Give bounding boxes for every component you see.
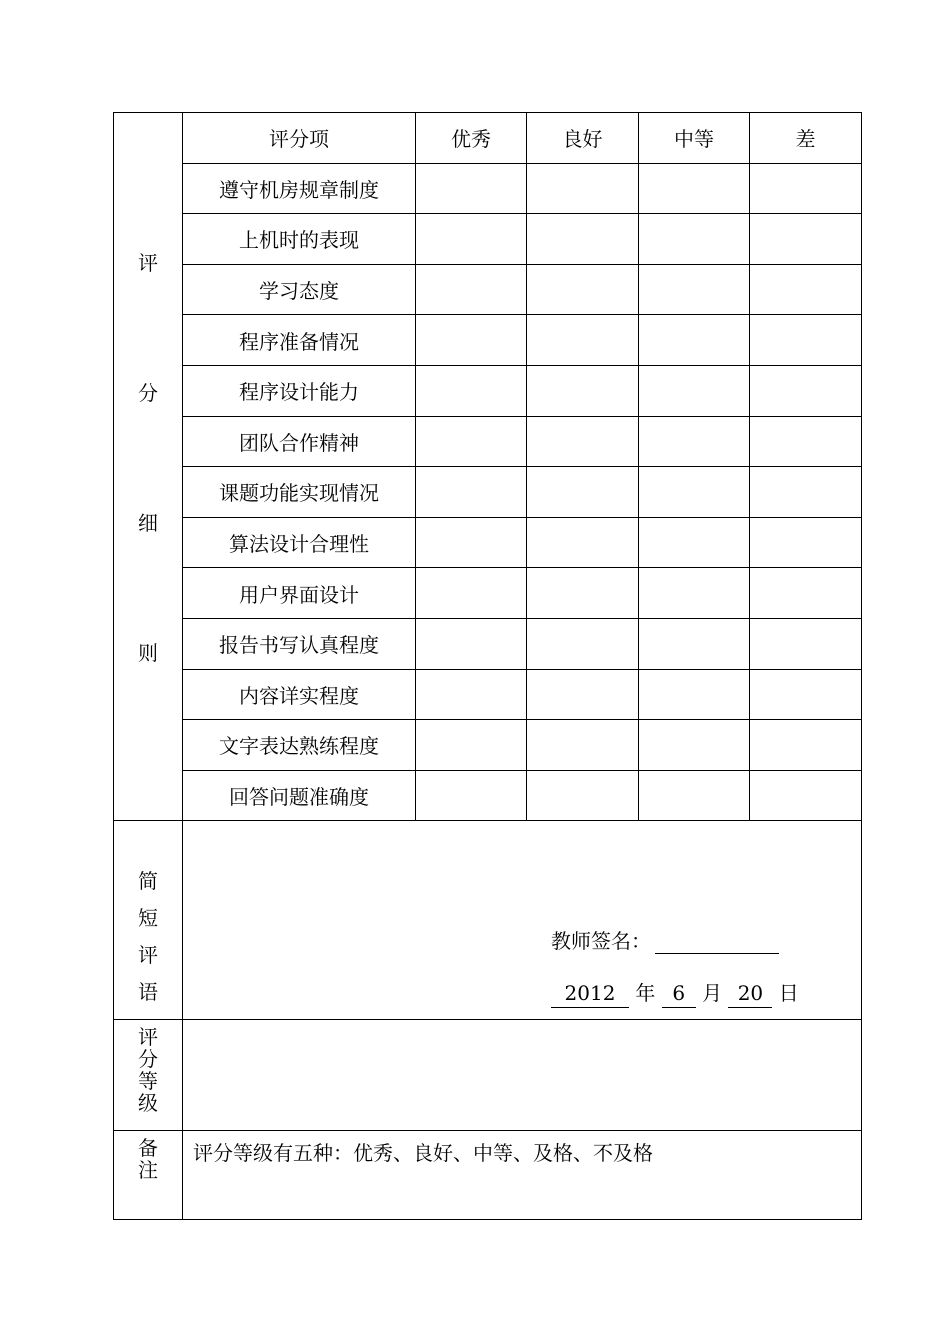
score-cell-excellent[interactable]: [416, 720, 527, 771]
score-cell-medium[interactable]: [639, 467, 750, 518]
section-char: 等: [138, 1069, 158, 1094]
criteria-label: 遵守机房规章制度: [183, 163, 416, 214]
comment-field[interactable]: [183, 821, 862, 1020]
score-cell-excellent[interactable]: [416, 467, 527, 518]
criteria-label: 文字表达熟练程度: [183, 720, 416, 771]
grade-field[interactable]: [183, 1020, 862, 1131]
header-excellent: 优秀: [416, 113, 527, 164]
criteria-row: [114, 467, 862, 518]
score-cell-good[interactable]: [527, 416, 639, 467]
evaluation-table: [113, 112, 862, 1220]
signature-line[interactable]: [655, 933, 779, 954]
score-cell-medium[interactable]: [639, 315, 750, 366]
score-cell-medium[interactable]: [639, 365, 750, 416]
score-cell-excellent[interactable]: [416, 214, 527, 265]
score-cell-good[interactable]: [527, 517, 639, 568]
criteria-label: 程序准备情况: [183, 315, 416, 366]
score-cell-poor[interactable]: [750, 720, 862, 771]
score-cell-medium[interactable]: [639, 163, 750, 214]
score-cell-good[interactable]: [527, 618, 639, 669]
criteria-label: 程序设计能力: [183, 365, 416, 416]
score-cell-excellent[interactable]: [416, 416, 527, 467]
score-cell-poor[interactable]: [750, 669, 862, 720]
signature-label: 教师签名：: [551, 929, 651, 954]
score-cell-good[interactable]: [527, 163, 639, 214]
score-cell-excellent[interactable]: [416, 365, 527, 416]
score-cell-medium[interactable]: [639, 568, 750, 619]
score-cell-excellent[interactable]: [416, 669, 527, 720]
score-cell-good[interactable]: [527, 720, 639, 771]
section-char: 注: [138, 1158, 158, 1183]
score-cell-excellent[interactable]: [416, 163, 527, 214]
criteria-label: 团队合作精神: [183, 416, 416, 467]
criteria-row: [114, 315, 862, 366]
score-cell-poor[interactable]: [750, 618, 862, 669]
section-char: 评: [138, 1025, 158, 1050]
header-medium: 中等: [639, 113, 750, 164]
score-cell-poor[interactable]: [750, 163, 862, 214]
teacher-signature: [551, 925, 779, 954]
score-cell-excellent[interactable]: [416, 618, 527, 669]
note-text: 评分等级有五种：优秀、良好、中等、及格、不及格: [193, 1141, 653, 1166]
score-cell-excellent[interactable]: [416, 315, 527, 366]
score-cell-poor[interactable]: [750, 214, 862, 265]
criteria-label: 学习态度: [183, 264, 416, 315]
score-cell-medium[interactable]: [639, 720, 750, 771]
score-cell-medium[interactable]: [639, 770, 750, 821]
criteria-row: [114, 416, 862, 467]
section-char: 则: [138, 641, 158, 666]
section-char: 分: [138, 381, 158, 406]
score-cell-poor[interactable]: [750, 416, 862, 467]
score-cell-good[interactable]: [527, 365, 639, 416]
criteria-label: 内容详实程度: [183, 669, 416, 720]
score-cell-good[interactable]: [527, 669, 639, 720]
criteria-row: [114, 568, 862, 619]
section-char: 备: [138, 1136, 158, 1161]
section-char: 简: [138, 869, 158, 894]
date-month-unit: 月: [702, 981, 723, 1006]
note-field: [183, 1131, 862, 1220]
grade-section-label: [114, 1020, 183, 1131]
section-char: 短: [138, 906, 158, 931]
score-cell-poor[interactable]: [750, 517, 862, 568]
score-cell-medium[interactable]: [639, 214, 750, 265]
score-cell-medium[interactable]: [639, 264, 750, 315]
score-cell-medium[interactable]: [639, 517, 750, 568]
criteria-row: [114, 214, 862, 265]
score-cell-excellent[interactable]: [416, 264, 527, 315]
section-char: 细: [138, 511, 158, 536]
date-month[interactable]: 6: [662, 981, 696, 1008]
score-cell-poor[interactable]: [750, 315, 862, 366]
score-cell-excellent[interactable]: [416, 517, 527, 568]
date-line: [551, 977, 799, 1008]
criteria-row: [114, 517, 862, 568]
section-char: 语: [138, 980, 158, 1005]
criteria-row: [114, 365, 862, 416]
score-cell-good[interactable]: [527, 770, 639, 821]
score-cell-poor[interactable]: [750, 770, 862, 821]
criteria-row: [114, 618, 862, 669]
comment-row: [114, 821, 862, 1020]
criteria-label: 用户界面设计: [183, 568, 416, 619]
date-day[interactable]: 20: [728, 981, 772, 1008]
score-cell-good[interactable]: [527, 315, 639, 366]
criteria-row: [114, 163, 862, 214]
criteria-label: 课题功能实现情况: [183, 467, 416, 518]
score-cell-good[interactable]: [527, 214, 639, 265]
score-cell-poor[interactable]: [750, 467, 862, 518]
criteria-row: [114, 669, 862, 720]
section-char: 分: [138, 1047, 158, 1072]
score-cell-poor[interactable]: [750, 568, 862, 619]
comment-section-label: [114, 821, 183, 1020]
score-cell-medium[interactable]: [639, 669, 750, 720]
date-year-unit: 年: [635, 981, 656, 1006]
section-char: 级: [138, 1091, 158, 1116]
score-cell-good[interactable]: [527, 264, 639, 315]
score-cell-excellent[interactable]: [416, 770, 527, 821]
note-row: [114, 1131, 862, 1220]
score-cell-poor[interactable]: [750, 365, 862, 416]
criteria-row: [114, 770, 862, 821]
criteria-row: [114, 264, 862, 315]
note-section-label: [114, 1131, 183, 1220]
criteria-section-label: [114, 113, 183, 821]
section-char: 评: [138, 251, 158, 276]
score-cell-poor[interactable]: [750, 264, 862, 315]
date-year[interactable]: 2012: [551, 981, 629, 1008]
header-item: 评分项: [183, 113, 416, 164]
criteria-row: [114, 720, 862, 771]
section-char: 评: [138, 943, 158, 968]
header-good: 良好: [527, 113, 639, 164]
grade-row: [114, 1020, 862, 1131]
criteria-label: 回答问题准确度: [183, 770, 416, 821]
score-cell-medium[interactable]: [639, 416, 750, 467]
header-row: [114, 113, 862, 164]
score-cell-excellent[interactable]: [416, 568, 527, 619]
score-cell-good[interactable]: [527, 568, 639, 619]
date-day-unit: 日: [778, 981, 799, 1006]
score-cell-medium[interactable]: [639, 618, 750, 669]
criteria-label: 上机时的表现: [183, 214, 416, 265]
criteria-label: 算法设计合理性: [183, 517, 416, 568]
score-cell-good[interactable]: [527, 467, 639, 518]
criteria-label: 报告书写认真程度: [183, 618, 416, 669]
header-poor: 差: [750, 113, 862, 164]
